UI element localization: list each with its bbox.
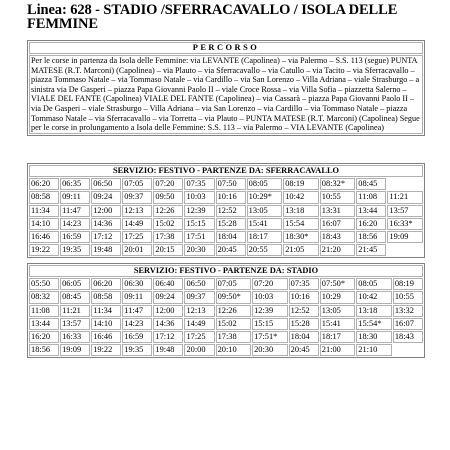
departure-time: 18:56 <box>356 231 386 243</box>
table-row <box>29 318 423 330</box>
departure-time: 16:20 <box>356 218 386 230</box>
departure-time: 08:19 <box>393 278 423 290</box>
departure-time: 09:24 <box>153 291 183 303</box>
departure-time: 07:20 <box>153 178 183 190</box>
departure-time: 10:42 <box>283 191 319 203</box>
departure-time: 18:43 <box>320 231 356 243</box>
departure-time: 17:25 <box>122 231 152 243</box>
departure-time: 14:49 <box>122 218 152 230</box>
departure-time: 14:10 <box>91 318 121 330</box>
departure-time: 07:35 <box>184 178 214 190</box>
departure-time: 15:15 <box>252 318 288 330</box>
table-row <box>29 244 423 256</box>
departure-time: 13:32 <box>393 305 423 317</box>
departure-time: 10:16 <box>289 291 319 303</box>
percorso-box <box>27 40 425 136</box>
departure-time: 08:32* <box>320 178 356 190</box>
departure-time: 13:18 <box>356 305 392 317</box>
departure-time: 09:50* <box>216 291 252 303</box>
departure-time: 12:13 <box>122 205 152 217</box>
departure-time: 09:11 <box>60 191 90 203</box>
departure-time: 12:39 <box>184 205 214 217</box>
departure-time: 06:30 <box>122 278 152 290</box>
page-title: Linea: 628 - STADIO /SFERRACAVALLO / ISOLA DELLE FEMMINE <box>27 2 398 32</box>
departure-time: 10:16 <box>216 191 246 203</box>
departure-time: 13:05 <box>320 305 356 317</box>
schedule-sferracavallo <box>27 163 425 258</box>
departure-time: 06:50 <box>184 278 214 290</box>
departure-time: 20:45 <box>289 344 319 356</box>
table-row <box>29 305 423 317</box>
departure-time: 08:05 <box>356 278 392 290</box>
departure-time: 13:44 <box>29 318 59 330</box>
departure-time: 09:11 <box>122 291 152 303</box>
departure-time: 15:41 <box>247 218 283 230</box>
departure-time: 17:38 <box>216 331 252 343</box>
departure-time: 21:45 <box>356 244 386 256</box>
departure-time: 16:46 <box>91 331 121 343</box>
departure-time: 14:10 <box>29 218 59 230</box>
departure-time: 16:59 <box>122 331 152 343</box>
departure-time: 19:22 <box>91 344 121 356</box>
table-row <box>29 231 423 243</box>
departure-time: 08:32 <box>29 291 59 303</box>
departure-time: 15:41 <box>320 318 356 330</box>
departure-time: 15:54* <box>356 318 392 330</box>
percorso-heading: PERCORSO <box>29 42 423 54</box>
departure-time: 17:51* <box>252 331 288 343</box>
table-row <box>29 278 423 290</box>
departure-time: 18:43 <box>393 331 423 343</box>
departure-time: 15:28 <box>216 218 246 230</box>
departure-time: 12:26 <box>216 305 252 317</box>
departure-time: 15:54 <box>283 218 319 230</box>
departure-time: 12:00 <box>91 205 121 217</box>
departure-time: 10:42 <box>356 291 392 303</box>
departure-time: 21:10 <box>356 344 392 356</box>
departure-time: 16:07 <box>320 218 356 230</box>
departure-time: 21:20 <box>320 244 356 256</box>
departure-time: 13:05 <box>247 205 283 217</box>
departure-time: 17:38 <box>153 231 183 243</box>
departure-time: 10:55 <box>393 291 423 303</box>
departure-time: 15:02 <box>216 318 252 330</box>
departure-time: 06:50 <box>91 178 121 190</box>
departure-time: 12:13 <box>184 305 214 317</box>
departure-time: 11:21 <box>60 305 90 317</box>
departure-time: 09:37 <box>122 191 152 203</box>
departure-time: 08:58 <box>29 191 59 203</box>
departure-time: 09:50 <box>153 191 183 203</box>
departure-time: 13:44 <box>356 205 386 217</box>
departure-time: 16:07 <box>393 318 423 330</box>
departure-time: 15:15 <box>184 218 214 230</box>
departure-time: 06:35 <box>60 178 90 190</box>
departure-time: 09:24 <box>91 191 121 203</box>
departure-time: 17:12 <box>153 331 183 343</box>
departure-time: 07:35 <box>289 278 319 290</box>
departure-time: 08:45 <box>356 178 386 190</box>
table-row <box>29 205 423 217</box>
departure-time: 18:56 <box>29 344 59 356</box>
departure-time: 18:30* <box>283 231 319 243</box>
departure-time: 06:20 <box>91 278 121 290</box>
departure-time: 10:03 <box>252 291 288 303</box>
departure-time: 08:19 <box>283 178 319 190</box>
departure-time: 13:18 <box>283 205 319 217</box>
table-row <box>29 331 423 343</box>
departure-time: 10:29* <box>247 191 283 203</box>
departure-time: 21:00 <box>320 344 356 356</box>
schedule-stadio <box>27 263 425 358</box>
departure-time: 06:40 <box>153 278 183 290</box>
departure-time: 17:12 <box>91 231 121 243</box>
departure-time: 20:10 <box>216 344 252 356</box>
service-heading-sferracavallo: SERVIZIO: FESTIVO - PARTENZE DA: SFERRACAVALLO <box>29 165 423 177</box>
departure-time: 10:55 <box>320 191 356 203</box>
table-row <box>29 291 423 303</box>
table-row <box>29 344 423 356</box>
departure-time: 11:08 <box>356 191 386 203</box>
departure-time: 20:01 <box>122 244 152 256</box>
departure-time: 07:20 <box>252 278 288 290</box>
table-row <box>29 178 423 190</box>
departure-time: 20:55 <box>247 244 283 256</box>
departure-time: 16:46 <box>29 231 59 243</box>
table-row <box>29 218 423 230</box>
departure-time: 11:21 <box>387 191 423 203</box>
departure-time: 16:20 <box>29 331 59 343</box>
departure-time: 10:03 <box>184 191 214 203</box>
departure-time: 19:22 <box>29 244 59 256</box>
departure-time: 09:37 <box>184 291 214 303</box>
departure-time: 08:05 <box>247 178 283 190</box>
departure-time: 20:15 <box>153 244 183 256</box>
departure-time: 17:25 <box>184 331 214 343</box>
departure-time: 18:04 <box>289 331 319 343</box>
departure-time: 07:50* <box>320 278 356 290</box>
departure-time: 20:30 <box>184 244 214 256</box>
percorso-text: Per le corse in partenza da Isola delle Femmine: via LEVANTE (Capolinea) – via Palermo – S.S. 113 (segue) PUNTA MATESE (R.T. Marconi) (Capolinea) – via Plauto – via Sferracavallo – via Catullo – via Tacito – via Sferracavallo – piazza Tommaso Natale – via Tommaso Natale – via Cardillo – via San Lorenzo – Villa Adriana – viale Strasburgo – a sinistra via De Gasperi – piazza Papa Giovanni Paolo II – viale Croce Rossa – via Villa Sofia – piazzetta Salerno – VIALE DEL FANTE (Capolinea) VIALE DEL FANTE (Capolinea) – via Cassarà – piazza Papa Giovanni Paolo II – via De Gasperi – viale Strasburgo – Villa Adriana – via San Lorenzo – via Cardillo – via Tommaso Natale – piazza Tommaso Natale – via Sferracavallo – via Torretta – via Plauto – PUNTA MATESE (R.T. Marconi) (Capolinea) Segue per le corse in prolungamento a Isola delle Femmine: S.S. 113 – via Palermo – VIA LEVANTE (Capolinea) <box>29 55 423 134</box>
departure-time: 07:05 <box>122 178 152 190</box>
departure-time: 14:36 <box>153 318 183 330</box>
departure-time: 16:59 <box>60 231 90 243</box>
departure-time: 15:28 <box>289 318 319 330</box>
departure-time: 06:20 <box>29 178 59 190</box>
departure-time: 12:52 <box>289 305 319 317</box>
departure-time: 18:30 <box>356 331 392 343</box>
departure-time: 08:45 <box>60 291 90 303</box>
departure-time: 13:31 <box>320 205 356 217</box>
departure-time: 18:04 <box>216 231 246 243</box>
departure-time: 20:30 <box>252 344 288 356</box>
departure-time: 14:49 <box>184 318 214 330</box>
departure-time: 10:29 <box>320 291 356 303</box>
departure-time: 07:05 <box>216 278 252 290</box>
departure-time: 13:57 <box>387 205 423 217</box>
departure-time: 11:47 <box>60 205 90 217</box>
departure-time: 19:48 <box>153 344 183 356</box>
table-row <box>29 191 423 203</box>
departure-time: 18:17 <box>247 231 283 243</box>
departure-time: 19:35 <box>122 344 152 356</box>
departure-time: 14:23 <box>60 218 90 230</box>
departure-time: 13:57 <box>60 318 90 330</box>
departure-time: 06:05 <box>60 278 90 290</box>
departure-time: 17:51 <box>184 231 214 243</box>
departure-time: 18:17 <box>320 331 356 343</box>
departure-time: 19:09 <box>60 344 90 356</box>
service-heading-stadio: SERVIZIO: FESTIVO - PARTENZE DA: STADIO <box>29 265 423 277</box>
departure-time: 12:39 <box>252 305 288 317</box>
departure-time: 11:34 <box>91 305 121 317</box>
departure-time: 07:50 <box>216 178 246 190</box>
departure-time: 21:05 <box>283 244 319 256</box>
departure-time: 12:00 <box>153 305 183 317</box>
departure-time: 12:26 <box>153 205 183 217</box>
departure-time: 05:50 <box>29 278 59 290</box>
departure-time: 16:33* <box>387 218 423 230</box>
departure-time: 11:34 <box>29 205 59 217</box>
departure-time: 11:47 <box>122 305 152 317</box>
departure-time: 16:33 <box>60 331 90 343</box>
departure-time: 11:08 <box>29 305 59 317</box>
departure-time: 15:02 <box>153 218 183 230</box>
departure-time: 12:52 <box>216 205 246 217</box>
departure-time: 14:36 <box>91 218 121 230</box>
departure-time: 14:23 <box>122 318 152 330</box>
departure-time: 19:35 <box>60 244 90 256</box>
departure-time: 20:45 <box>216 244 246 256</box>
departure-time: 19:09 <box>387 231 423 243</box>
departure-time: 20:00 <box>184 344 214 356</box>
departure-time: 08:58 <box>91 291 121 303</box>
departure-time: 19:48 <box>91 244 121 256</box>
